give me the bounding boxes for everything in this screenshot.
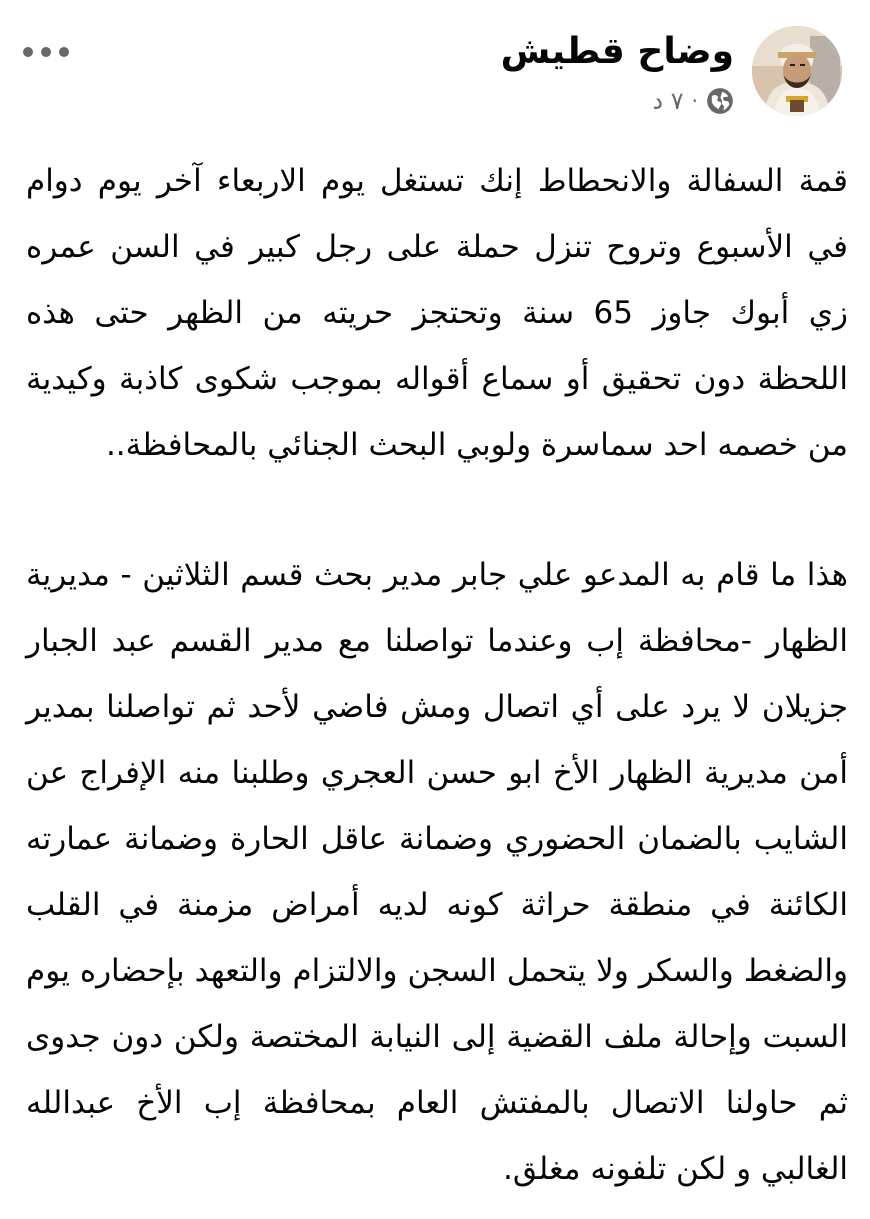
post-body	[26, 148, 848, 1202]
more-dots-icon	[41, 47, 51, 57]
more-dots-icon	[59, 47, 69, 57]
author-name[interactable]: وضاح قطيش	[500, 31, 734, 72]
meta-separator: ·	[691, 89, 698, 113]
author-avatar[interactable]	[752, 26, 842, 116]
post-paragraph-2: هذا ما قام به المدعو علي جابر مدير بحث قسم الثلاثين - مديرية الظهار -محافظة إب وعندما تواصلنا مع مدير القسم عبد الجبار جزيلان لا يرد على أي اتصال ومش فاضي لأحد ثم تواصلنا بمدير أمن مديرية الظهار الأخ ابو حسن العجري وطلبنا منه الإفراج عن الشايب بالضمان الحضوري وضمانة عاقل الحارة وضمانة عمارته الكائنة في منطقة حراثة كونه لديه أمراض مزمنة في القلب والضغط والسكر ولا يتحمل السجن والالتزام والتعهد بإحضاره يوم السبت وإحالة ملف القضية إلى النيابة المختصة ولكن دون جدوى ثم حاولنا الاتصال بالمفتش العام بمحافظة إب الأخ عبدالله الغالبي و لكن تلفونه مغلق.	[26, 557, 848, 1187]
post-meta	[652, 86, 734, 116]
post-header	[0, 22, 870, 122]
more-options-button[interactable]	[18, 34, 74, 70]
more-dots-icon	[23, 47, 33, 57]
post-paragraph-1: قمة السفالة والانحطاط إنك تستغل يوم الاربعاء آخر يوم دوام في الأسبوع وتروح تنزل حملة على رجل كبير في السن عمره زي أبوك جاوز 65 سنة وتحتجز حريته من الظهر حتى هذه اللحظة دون تحقيق أو سماع أقواله بموجب شكوى كاذبة وكيدية من خصمه احد سماسرة ولوبي البحث الجنائي بالمحافظة..	[26, 163, 848, 463]
post-time[interactable]: ٧ د	[652, 87, 684, 115]
globe-icon[interactable]	[706, 87, 734, 115]
profile-photo-icon	[752, 26, 842, 116]
